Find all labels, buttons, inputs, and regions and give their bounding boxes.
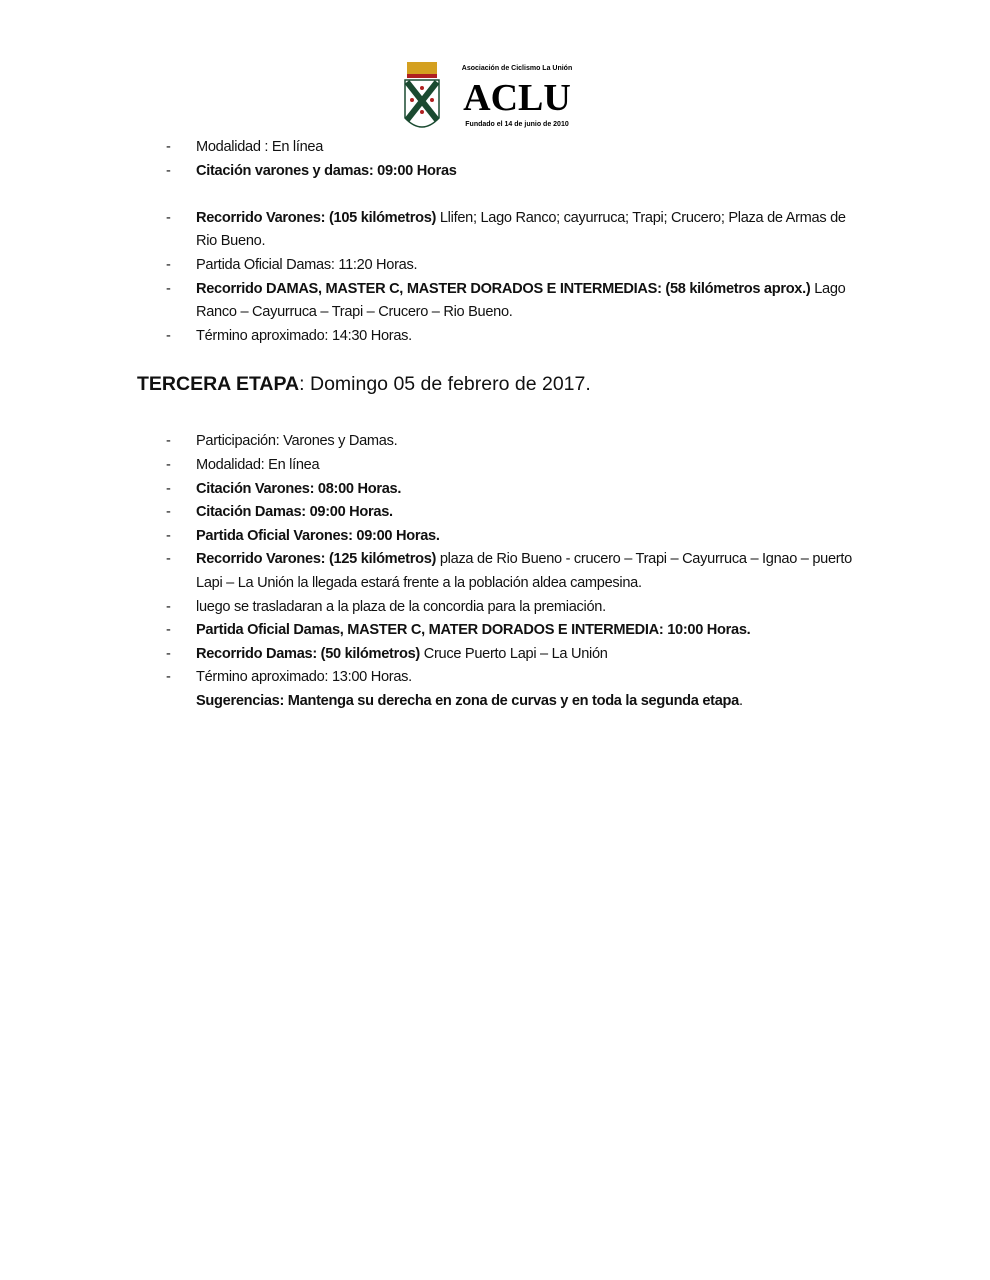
list-item — [0, 278, 856, 325]
list-item — [0, 501, 856, 525]
svg-text:ACLU: ACLU — [463, 77, 571, 119]
bullet-dash: - — [166, 139, 171, 155]
item-bold: Partida Oficial Varones: 09:00 Horas. — [196, 527, 440, 544]
bullet-dash: - — [166, 456, 171, 473]
list-item — [0, 430, 856, 454]
suggestion-bold: Sugerencias: Mantenga su derecha en zona de curvas y en toda la segunda etapa — [196, 692, 739, 709]
item-bold: Recorrido Varones: (105 kilómetros) — [196, 209, 437, 226]
list-item — [0, 478, 856, 502]
bullet-dash: - — [166, 669, 171, 686]
bullet-dash: - — [166, 327, 171, 344]
suggestion-end: . — [739, 692, 743, 709]
item-text: Participación: Varones y Damas. — [196, 433, 398, 450]
list-item — [0, 666, 856, 690]
aclu-logo — [403, 60, 588, 136]
item-bold: Recorrido DAMAS, MASTER C, MASTER DORADOS E INTERMEDIAS: (58 kilómetros aprox.) — [196, 280, 811, 297]
list-item — [0, 254, 856, 278]
item-text: Modalidad: En línea — [196, 456, 320, 473]
item-bold: Citación varones y damas: 09:00 Horas — [196, 162, 457, 179]
list-item — [0, 596, 856, 620]
suggestion — [0, 690, 856, 714]
item-bold: Recorrido Varones: (125 kilómetros) — [196, 551, 437, 568]
item-text: Término aproximado: 13:00 Horas. — [196, 669, 412, 686]
stage-two-list — [0, 136, 990, 348]
stage-three-list — [0, 430, 990, 713]
bullet-dash: - — [166, 551, 171, 568]
item-bold: Recorrido Damas: (50 kilómetros) — [196, 645, 420, 662]
bullet-dash: - — [166, 527, 171, 544]
bullet-dash: - — [166, 280, 171, 297]
bullet-dash: - — [166, 598, 171, 615]
item-bold: Citación Varones: 08:00 Horas. — [196, 480, 402, 497]
item-text: plaza de Rio Bueno - crucero – Trapi – Cayurruca – Ignao – puerto Lapi – La Unión la llegada estará frente a la población aldea campesina. — [196, 551, 852, 591]
svg-text:Asociación de Ciclismo La Unió: Asociación de Ciclismo La Unión — [461, 65, 573, 72]
bullet-dash: - — [166, 622, 171, 639]
section-heading — [137, 370, 990, 398]
item-text: Término aproximado: 14:30 Horas. — [196, 327, 412, 344]
list-item — [0, 207, 856, 254]
item-text: Cruce Puerto Lapi – La Unión — [419, 645, 608, 662]
item-text: Llifen; Lago Ranco; cayurruca; Trapi; Crucero; Plaza de Armas de Rio Bueno. — [196, 209, 846, 250]
heading-bold: TERCERA ETAPA — [137, 373, 300, 396]
item-text: luego se trasladaran a la plaza de la concordia para la premiación. — [196, 598, 606, 615]
list-item — [0, 325, 856, 349]
item-text: Lago Ranco – Cayurruca – Trapi – Crucero – Rio Bueno. — [196, 280, 846, 321]
list-item — [0, 525, 856, 549]
bullet-dash: - — [166, 162, 171, 179]
bullet-dash: - — [166, 256, 171, 273]
bullet-dash: - — [166, 480, 171, 497]
item-text: Partida Oficial Damas: 11:20 Horas. — [196, 256, 418, 273]
list-item — [0, 136, 856, 160]
bullet-dash: - — [166, 433, 171, 450]
heading-date: : Domingo 05 de febrero de 2017. — [299, 373, 591, 396]
list-item — [0, 548, 856, 595]
list-item — [0, 643, 856, 667]
item-bold: Citación Damas: 09:00 Horas. — [196, 504, 393, 521]
list-item — [0, 454, 856, 478]
item-text: Modalidad : En línea — [196, 139, 324, 155]
bullet-dash: - — [166, 209, 171, 226]
list-item — [0, 619, 856, 643]
bullet-dash: - — [166, 645, 171, 662]
bullet-dash: - — [166, 504, 171, 521]
list-item — [0, 160, 856, 184]
item-bold: Partida Oficial Damas, MASTER C, MATER DORADOS E INTERMEDIA: 10:00 Horas. — [196, 622, 751, 639]
svg-text:Fundado el 14 de junio de 2010: Fundado el 14 de junio de 2010 — [465, 121, 569, 128]
